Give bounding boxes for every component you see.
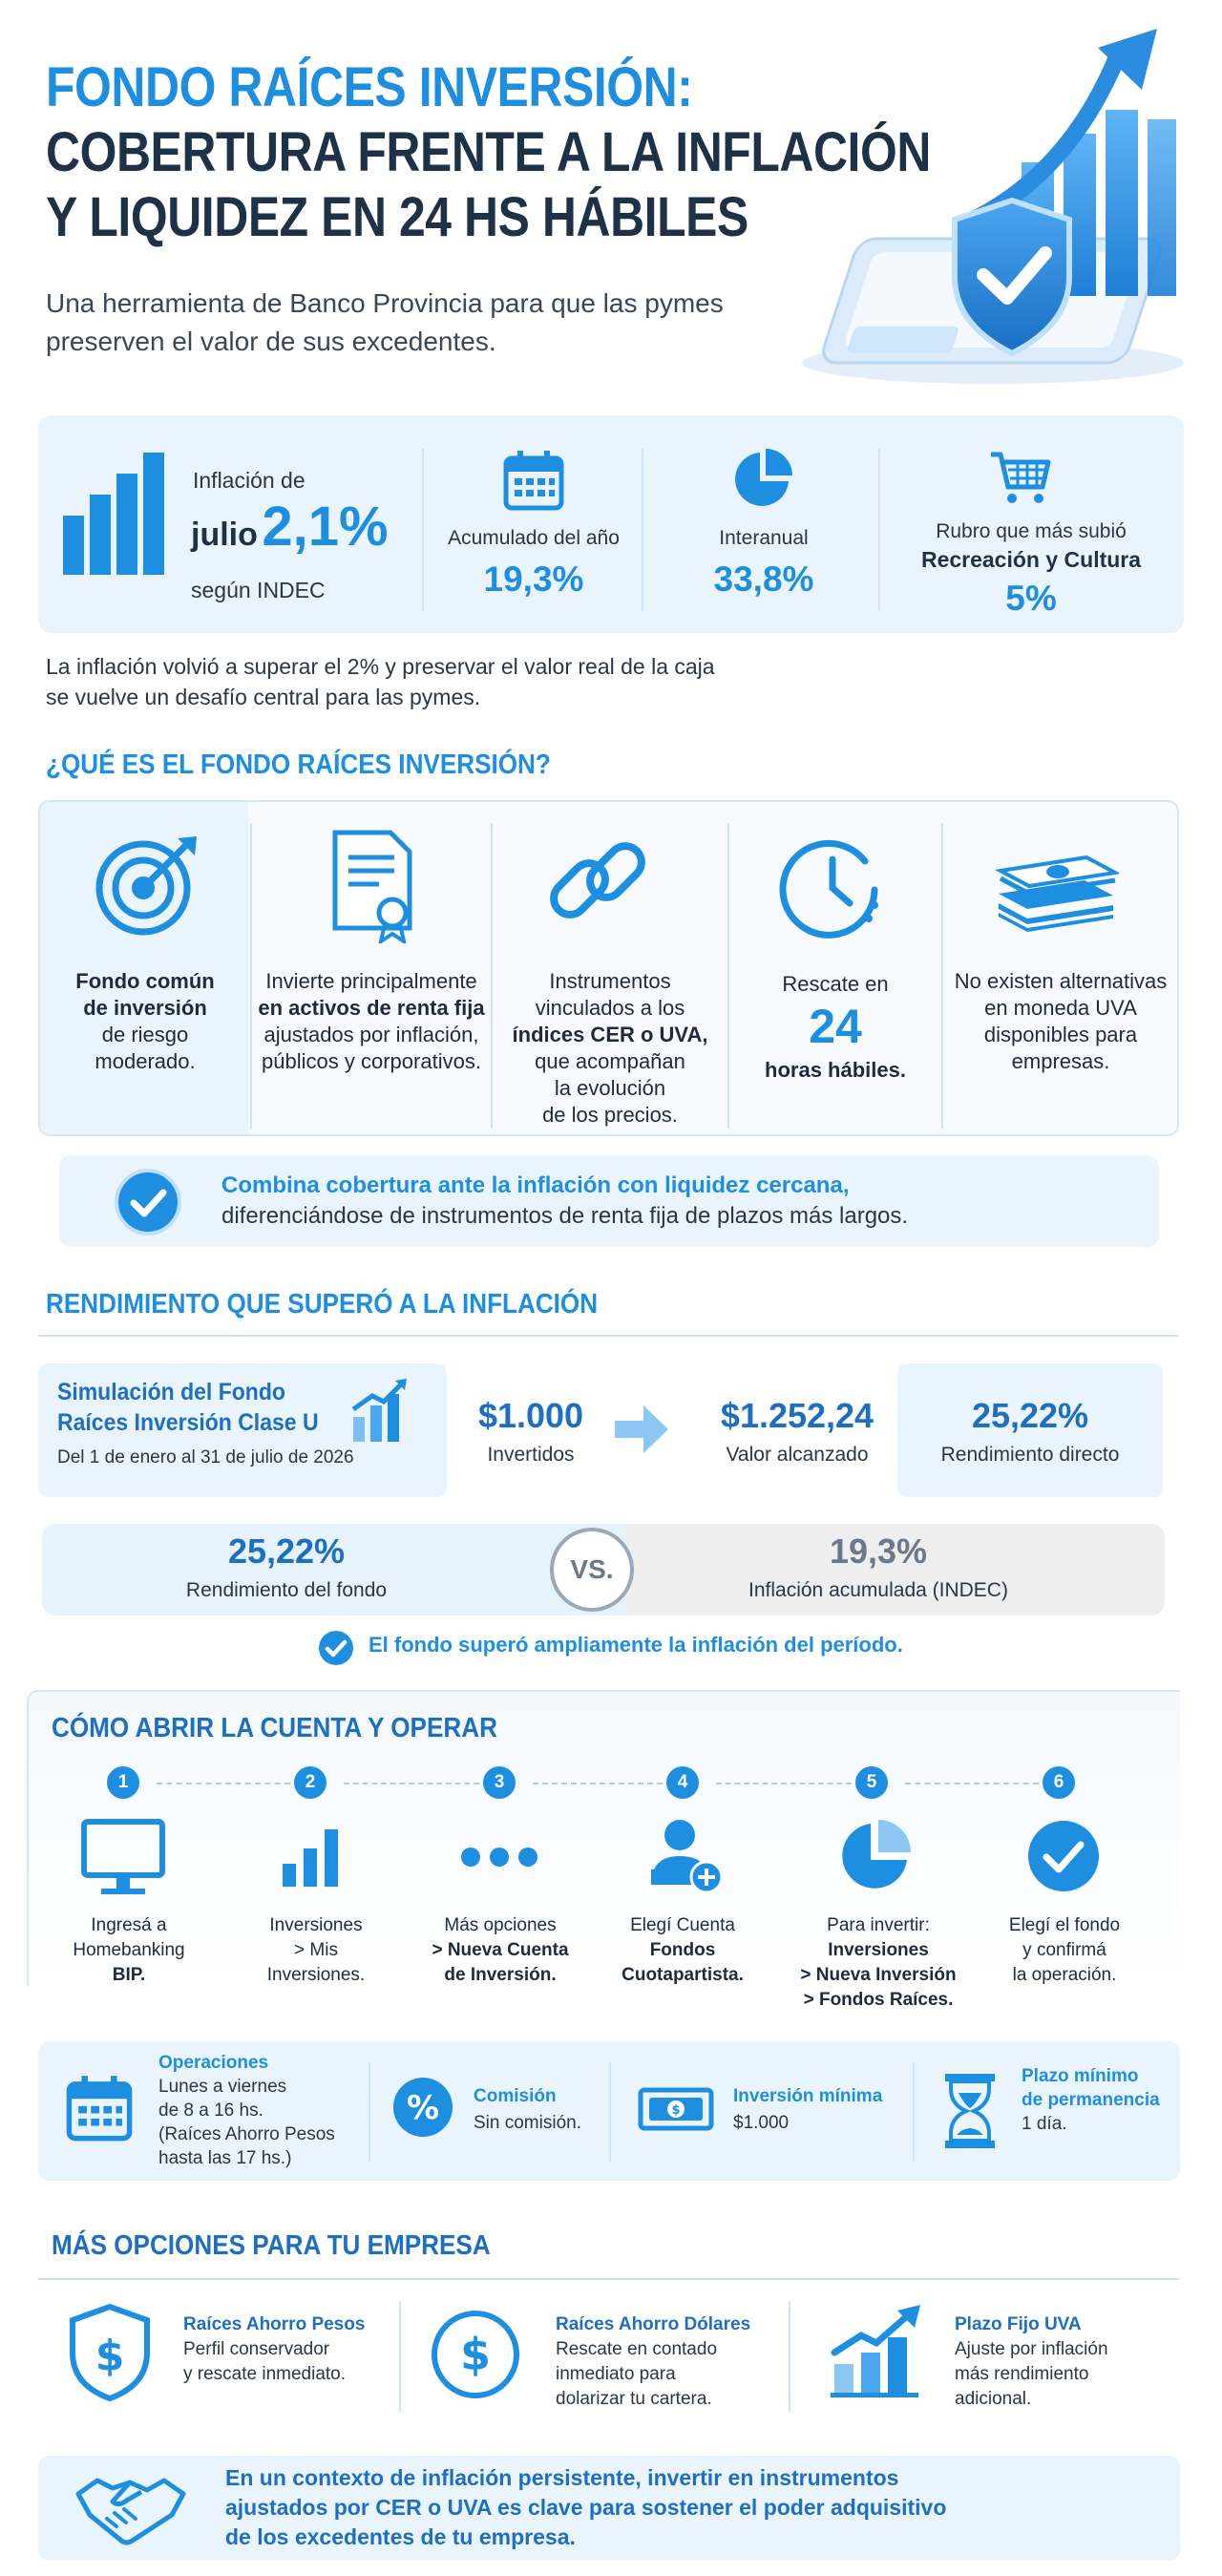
pie-chart-step-icon — [838, 1818, 915, 1894]
simulation-period: Del 1 de enero al 31 de julio de 2026 — [57, 1447, 354, 1467]
title-line-3: Y LIQUIDEZ EN 24 HS HÁBILES — [46, 186, 748, 248]
chain-link-icon — [546, 829, 649, 932]
certificate-document-icon — [329, 829, 415, 943]
what-is-col-2: Invierte principalmente en activos de renta fija ajustados por inflación, públicos y corporativos. — [258, 969, 485, 1073]
permanence-info: Plazo mínimo de permanencia 1 día. — [1022, 2066, 1160, 2134]
option-3-info: Plazo Fijo UVA Ajuste por inflación más rendimiento adicional. — [955, 2314, 1108, 2409]
svg-text:$: $ — [671, 2103, 681, 2118]
rubro-label: Rubro que más subió — [936, 520, 1127, 542]
step-number-1: 1 — [107, 1766, 139, 1799]
calendar-icon — [502, 449, 565, 512]
svg-text:$: $ — [459, 2329, 492, 2380]
subtitle: Una herramienta de Banco Provincia para que las pymes preserven el valor de sus excedentes. — [46, 288, 724, 356]
steps-timeline — [0, 1766, 1222, 1805]
money-stack-icon — [993, 846, 1119, 932]
clock-icon — [779, 833, 886, 940]
step-4-text: Elegí Cuenta Fondos Cuotapartista. — [622, 1915, 744, 1985]
step-number-5: 5 — [855, 1766, 888, 1799]
step-number-3: 3 — [483, 1766, 516, 1799]
check-circle-icon — [113, 1167, 183, 1237]
dollar-coin-icon — [430, 2309, 521, 2400]
inflation-accum-value: 19,3% — [829, 1531, 928, 1571]
performance-conclusion: El fondo superó ampliamente la inflación del período. — [369, 1633, 903, 1657]
interannual-label: Interanual — [719, 527, 809, 549]
rubro-name: Recreación y Cultura — [920, 547, 1142, 572]
fund-return-label: Rendimiento del fondo — [185, 1579, 388, 1601]
accum-label: Acumulado del año — [448, 527, 620, 549]
banknote-icon — [638, 2087, 714, 2131]
what-is-col-3: Instrumentos vinculados a los índices CER o UVA, que acompañan la evolución de los precios. — [512, 969, 708, 1127]
shopping-cart-icon — [989, 449, 1052, 508]
investments-bars-icon — [279, 1824, 346, 1890]
reached-label: Valor alcanzado — [726, 1444, 869, 1466]
option-2-info: Raíces Ahorro Dólares Rescate en contado inmediato para dolarizar tu cartera. — [556, 2314, 751, 2409]
step-number-6: 6 — [1043, 1766, 1075, 1799]
rubro-value: 5% — [1005, 579, 1057, 618]
fee-info: Comisión Sin comisión. — [474, 2086, 581, 2133]
invested-label: Invertidos — [487, 1444, 575, 1466]
confirm-check-icon — [1025, 1818, 1102, 1894]
handshake-icon — [74, 2469, 187, 2549]
inflation-month-value: julio 2,1% — [191, 496, 389, 558]
shield-dollar-icon — [67, 2303, 153, 2402]
uva-growth-chart-icon — [829, 2303, 924, 2398]
svg-text:$: $ — [95, 2332, 125, 2380]
check-circle-small-icon — [317, 1629, 355, 1667]
performance-title: RENDIMIENTO QUE SUPERÓ A LA INFLACIÓN — [46, 1289, 599, 1320]
inflation-accum-label: Inflación acumulada (INDEC) — [748, 1579, 1008, 1601]
interannual-value: 33,8% — [713, 560, 814, 599]
what-is-title: ¿QUÉ ES EL FONDO RAÍCES INVERSIÓN? — [46, 750, 551, 780]
what-is-banner-text: Combina cobertura ante la inflación con liquidez cercana, diferenciándose de instrumentos de renta fija de plazos más largos. — [221, 1172, 909, 1229]
option-1-info: Raíces Ahorro Pesos Perfil conservador y rescate inmediato. — [183, 2314, 366, 2384]
more-options-icon — [458, 1845, 540, 1869]
min-investment-info: Inversión mínima $1.000 — [733, 2086, 883, 2133]
monitor-icon — [80, 1818, 166, 1898]
what-is-col-1: Fondo común de inversión de riesgo moderado. — [75, 969, 215, 1073]
add-user-icon — [649, 1816, 726, 1896]
what-is-col-5: No existen alternativas en moneda UVA disponibles para empresas. — [954, 969, 1168, 1073]
pie-chart-icon — [731, 447, 794, 510]
step-2-text: Inversiones > Mis Inversiones. — [266, 1915, 366, 1985]
step-number-2: 2 — [294, 1766, 327, 1799]
hourglass-icon — [943, 2072, 997, 2150]
title-line-1: FONDO RAÍCES INVERSIÓN: — [46, 56, 693, 118]
hero-phone-chart-illustration — [783, 19, 1184, 401]
reached-value: $1.252,24 — [720, 1396, 874, 1435]
growth-chart-icon — [349, 1377, 409, 1444]
versus-badge: VS. — [550, 1528, 634, 1612]
simulation-title: Simulación del Fondo Raíces Inversión Clase U — [57, 1379, 319, 1436]
target-icon — [94, 833, 200, 940]
direct-return-label: Rendimiento directo — [940, 1444, 1120, 1466]
more-options-title: MÁS OPCIONES PARA TU EMPRESA — [52, 2230, 491, 2261]
svg-text:%: % — [406, 2089, 440, 2127]
fund-return-value: 25,22% — [227, 1531, 346, 1571]
step-6-text: Elegí el fondo y confirmá la operación. — [1008, 1915, 1121, 1985]
footer-message: En un contexto de inflación persistente, invertir en instrumentos ajustados por CER o UVA es clave para sostener el poder adquisitivo de los excedentes de tu empresa. — [225, 2465, 947, 2549]
inflation-prefix: Inflación de — [193, 468, 306, 493]
title-line-2: COBERTURA FRENTE A LA INFLACIÓN — [46, 121, 931, 183]
accum-value: 19,3% — [483, 560, 584, 599]
rescue-hours-value: 24 — [809, 1000, 862, 1053]
inflation-source: según INDEC — [191, 578, 326, 602]
step-5-text: Para invertir: Inversiones > Nueva Inversión > Fondos Raíces. — [800, 1915, 957, 2010]
rescue-bottom-label: horas hábiles. — [765, 1058, 906, 1082]
intro-text: La inflación volvió a superar el 2% y preservar el valor real de la caja se vuelve un desafío central para las pymes. — [46, 654, 715, 709]
rescue-top-label: Rescate en — [782, 972, 889, 996]
arrow-right-icon — [613, 1404, 670, 1455]
steps-title: CÓMO ABRIR LA CUENTA Y OPERAR — [52, 1713, 497, 1743]
direct-return-value: 25,22% — [971, 1396, 1089, 1435]
percent-icon — [391, 2076, 454, 2139]
step-3-text: Más opciones > Nueva Cuenta de Inversión. — [432, 1915, 569, 1985]
calendar-operations-icon — [65, 2074, 134, 2143]
operations-info: Operaciones Lunes a viernes de 8 a 16 hs. (Raíces Ahorro Pesos hasta las 17 hs.) — [158, 2053, 335, 2168]
step-number-4: 4 — [666, 1766, 699, 1799]
bar-chart-icon — [59, 449, 166, 579]
invested-value: $1.000 — [477, 1396, 584, 1435]
step-1-text: Ingresá a Homebanking BIP. — [73, 1915, 185, 1985]
